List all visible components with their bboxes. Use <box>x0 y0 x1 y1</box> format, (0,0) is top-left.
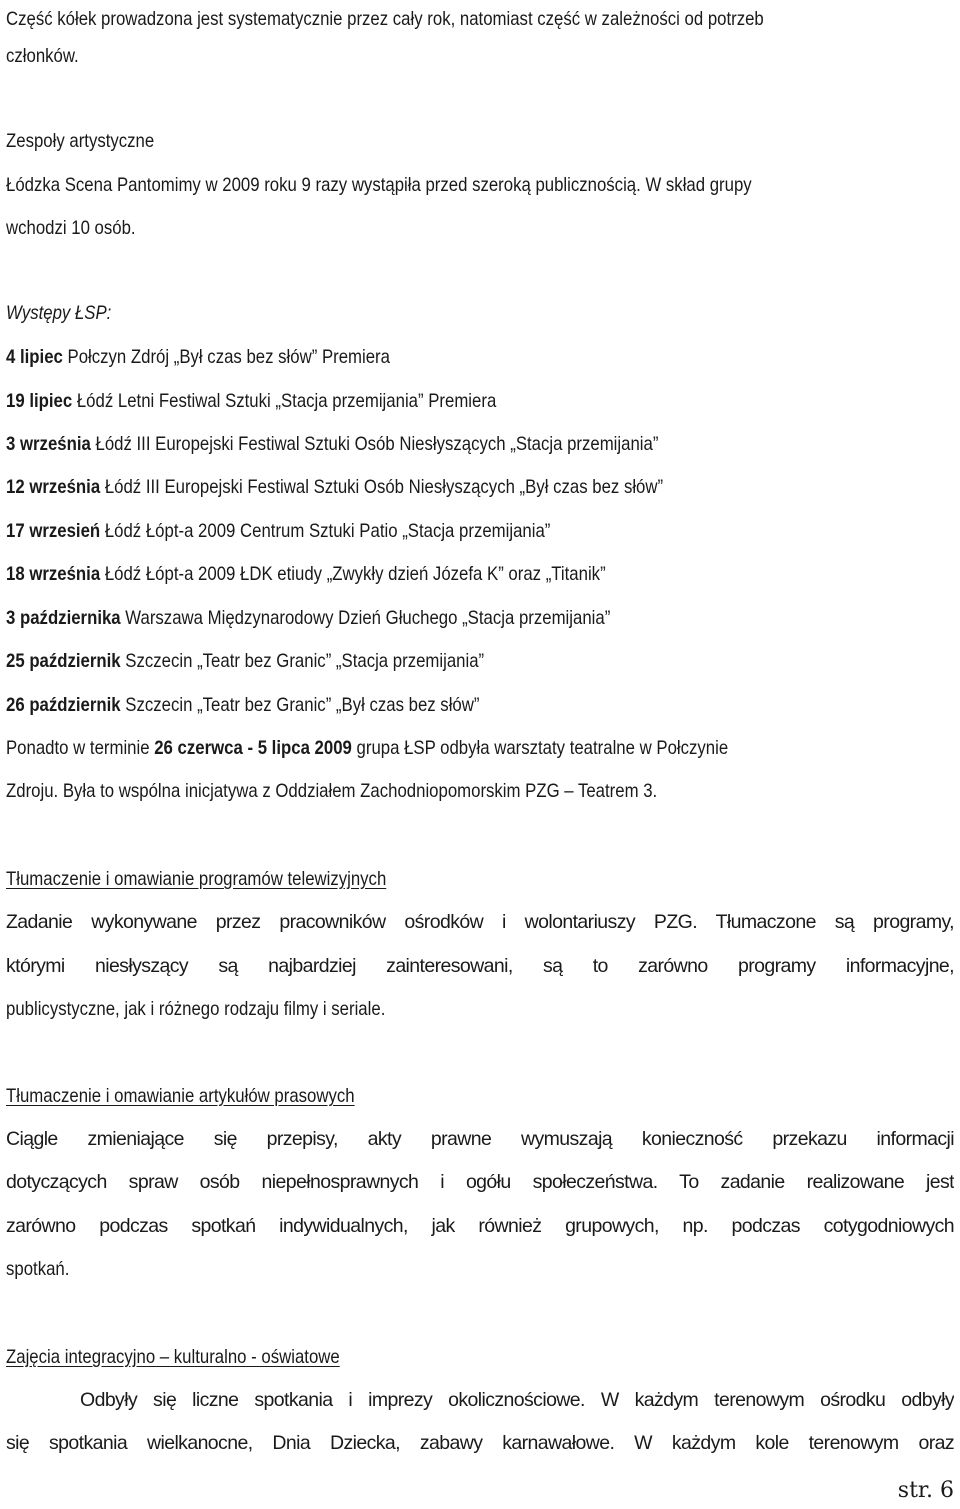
wystepy-heading-text: Występy ŁSP: <box>6 302 112 324</box>
performance-item <box>6 386 952 416</box>
tv-line-1-text: Zadanie wykonywane przez pracowników ośrodków i wolontariuszy PZG. Tłumaczone są programy, <box>6 911 954 933</box>
tv-line-2 <box>6 951 954 981</box>
press-heading-text: Tłumaczenie i omawianie artykułów prasowych <box>6 1085 355 1107</box>
press-heading <box>6 1081 952 1111</box>
ponadto-line-1 <box>6 733 952 763</box>
performance-text: Łódź Letni Festiwal Sztuki „Stacja przemijania” Premiera <box>72 390 497 412</box>
press-line-2 <box>6 1167 954 1197</box>
performance-item <box>6 472 952 502</box>
performance-date: 25 październik <box>6 650 121 672</box>
tv-line-3: publicystyczne, jak i różnego rodzaju filmy i seriale. <box>6 998 386 1020</box>
zajecia-heading <box>6 1342 952 1372</box>
performance-text: Łódź III Europejski Festiwal Sztuki Osób Niesłyszących „Był czas bez słów” <box>100 476 664 498</box>
performance-item <box>6 603 952 633</box>
press-line-1-text: Ciągle zmieniające się przepisy, akty prawne wymuszają konieczność przekazu informacji <box>6 1128 954 1150</box>
performance-text: Łódź III Europejski Festiwal Sztuki Osób Niesłyszących „Stacja przemijania” <box>90 433 659 455</box>
performance-date: 19 lipiec <box>6 390 73 412</box>
performance-text: Połczyn Zdrój „Był czas bez słów” Premiera <box>62 346 390 368</box>
tv-line-2-text: którymi niesłyszący są najbardziej zainteresowani, są to zarówno programy informacyjne, <box>6 955 954 977</box>
press-line-4: spotkań. <box>6 1258 70 1280</box>
performance-text: Szczecin „Teatr bez Granic” „Stacja przemijania” <box>120 650 485 672</box>
performance-text: Łódź Łópt-a 2009 Centrum Sztuki Patio „Stacja przemijania” <box>100 520 551 542</box>
performance-item <box>6 429 952 459</box>
page-number: str. 6 <box>897 1478 954 1503</box>
zajecia-line-2 <box>6 1428 954 1458</box>
press-line-2-text: dotyczących spraw osób niepełnosprawnych i ogółu społeczeństwa. To zadanie realizowane jest <box>6 1171 954 1193</box>
press-line-3-text: zarówno podczas spotkań indywidualnych, jak również grupowych, np. podczas cotygodniowych <box>6 1215 954 1237</box>
intro-line-2: członków. <box>6 45 79 67</box>
zajecia-line-1-text: Odbyły się liczne spotkania i imprezy okolicznościowe. W każdym terenowym ośrodku odbyły <box>80 1389 954 1411</box>
zajecia-heading-text: Zajęcia integracyjno – kulturalno - oświatowe <box>6 1346 340 1368</box>
performance-item <box>6 646 952 676</box>
zespoly-line-2: wchodzi 10 osób. <box>6 217 136 239</box>
performance-date: 18 września <box>6 563 101 585</box>
tv-heading <box>6 864 952 894</box>
performance-text: Łódź Łópt-a 2009 ŁDK etiudy „Zwykły dzień Józefa K” oraz „Titanik” <box>100 563 606 585</box>
performance-text: Szczecin „Teatr bez Granic” „Był czas bez słów” <box>120 694 480 716</box>
ponadto-text-b: grupa ŁSP odbyła warsztaty teatralne w Połczynie <box>351 737 729 759</box>
zajecia-line-2-text: się spotkania wielkanocne, Dnia Dziecka, zabawy karnawałowe. W każdym kole terenowym oraz <box>6 1432 954 1454</box>
performance-item <box>6 559 952 589</box>
intro-line-1: Część kółek prowadzona jest systematycznie przez cały rok, natomiast część w zależności od potrzeb <box>6 8 764 30</box>
performance-date: 4 lipiec <box>6 346 63 368</box>
performance-text: Warszawa Międzynarodowy Dzień Głuchego „Stacja przemijania” <box>120 607 611 629</box>
tv-heading-text: Tłumaczenie i omawianie programów telewizyjnych <box>6 868 387 890</box>
performance-date: 17 wrzesień <box>6 520 101 542</box>
press-line-1 <box>6 1124 954 1154</box>
ponadto-dates: 26 czerwca - 5 lipca 2009 <box>154 737 352 759</box>
performance-item <box>6 516 952 546</box>
zespoly-line-1: Łódzka Scena Pantomimy w 2009 roku 9 razy wystąpiła przed szeroką publicznością. W skład grupy <box>6 174 752 196</box>
performance-date: 3 września <box>6 433 91 455</box>
ponadto-text-a: Ponadto w terminie <box>6 737 155 759</box>
press-line-3 <box>6 1211 954 1241</box>
tv-line-1 <box>6 907 954 937</box>
performance-date: 12 września <box>6 476 101 498</box>
zespoly-heading: Zespoły artystyczne <box>6 130 155 152</box>
performance-date: 26 październik <box>6 694 121 716</box>
performance-item <box>6 342 952 372</box>
ponadto-line-2: Zdroju. Była to wspólna inicjatywa z Oddziałem Zachodniopomorskim PZG – Teatrem 3. <box>6 780 658 802</box>
wystepy-heading <box>6 298 952 328</box>
zajecia-line-1 <box>80 1385 954 1415</box>
performance-item <box>6 690 952 720</box>
performance-date: 3 października <box>6 607 121 629</box>
